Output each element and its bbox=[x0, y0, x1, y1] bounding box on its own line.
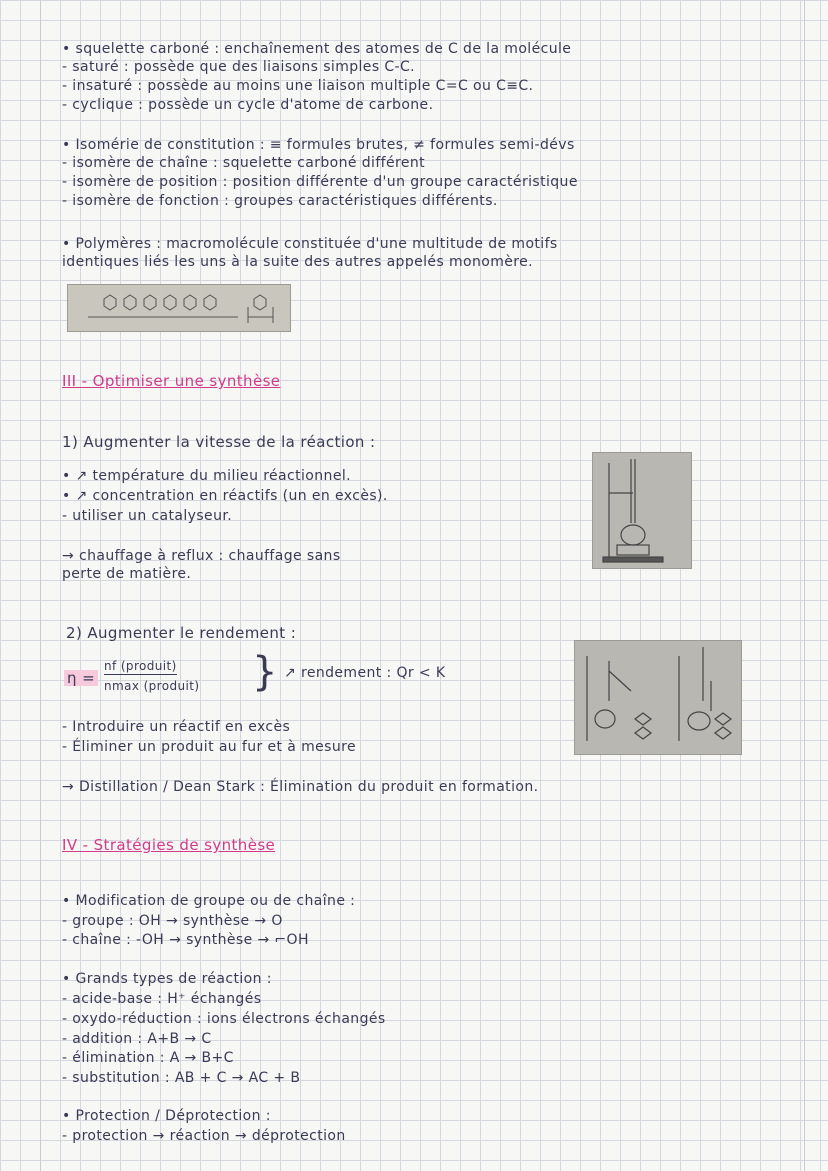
text-rendement: ↗ rendement : Qr < K bbox=[284, 665, 446, 681]
text-addition: - addition : A+B → C bbox=[62, 1031, 212, 1047]
text-grands-types: • Grands types de réaction : bbox=[62, 971, 272, 987]
text-isomere-fonction: - isomère de fonction : groupes caractéristiques différents. bbox=[62, 193, 498, 209]
text-distillation: → Distillation / Dean Stark : Élimination du produit en formation. bbox=[62, 779, 539, 795]
subsection-2-title: 2) Augmenter le rendement : bbox=[66, 624, 297, 642]
text-substitution: - substitution : AB + C → AC + B bbox=[62, 1070, 301, 1086]
text-protection-title: • Protection / Déprotection : bbox=[62, 1108, 271, 1124]
text-acide-base: - acide-base : H⁺ échangés bbox=[62, 991, 262, 1007]
left-margin-line bbox=[40, 0, 41, 1171]
text-chauffage-reflux: → chauffage à reflux : chauffage sans bbox=[62, 548, 341, 564]
right-margin-line bbox=[804, 0, 805, 1171]
text-oxydo-reduction: - oxydo-réduction : ions électrons échangés bbox=[62, 1011, 386, 1027]
text-chaine: - chaîne : -OH → synthèse → ⌐OH bbox=[62, 932, 309, 948]
text-isomere-chaine: - isomère de chaîne : squelette carboné différent bbox=[62, 155, 426, 171]
text-isomere-position: - isomère de position : position différente d'un groupe caractéristique bbox=[62, 174, 578, 190]
text-polymeres-2: identiques liés les uns à la suite des autres appelés monomère. bbox=[62, 254, 533, 270]
text-elimination: - élimination : A → B+C bbox=[62, 1050, 234, 1066]
text-eliminer-produit: - Éliminer un produit au fur et à mesure bbox=[62, 739, 357, 755]
text-reactif-exces: - Introduire un réactif en excès bbox=[62, 719, 291, 735]
text-frac-num: nf (produit) bbox=[104, 659, 177, 673]
polymer-structure-image bbox=[67, 284, 291, 332]
text-eta: η = bbox=[64, 670, 98, 686]
distillation-apparatus-image bbox=[574, 640, 742, 755]
text-temperature: • ↗ température du milieu réactionnel. bbox=[62, 468, 351, 484]
section-iv-title: IV - Stratégies de synthèse bbox=[62, 836, 276, 854]
text-sature: - saturé : possède que des liaisons simples C-C. bbox=[62, 59, 416, 75]
text-concentration: • ↗ concentration en réactifs (un en excès). bbox=[62, 488, 388, 504]
text-polymeres: • Polymères : macromolécule constituée d'une multitude de motifs bbox=[62, 236, 558, 252]
text-perte-matiere: perte de matière. bbox=[62, 566, 192, 582]
text-insature: - insaturé : possède au moins une liaison multiple C=C ou C≡C. bbox=[62, 78, 534, 94]
subsection-1-title: 1) Augmenter la vitesse de la réaction : bbox=[62, 433, 376, 451]
text-squelette: • squelette carboné : enchaînement des atomes de C de la molécule bbox=[62, 41, 572, 57]
text-protection-steps: - protection → réaction → déprotection bbox=[62, 1128, 346, 1144]
reflux-apparatus-image bbox=[592, 452, 692, 569]
text-isomerie: • Isomérie de constitution : ≡ formules brutes, ≠ formules semi-dévs bbox=[62, 137, 575, 153]
curly-bracket: } bbox=[252, 649, 278, 695]
section-iii-title: III - Optimiser une synthèse bbox=[62, 372, 281, 390]
text-frac-den: nmax (produit) bbox=[104, 679, 200, 693]
text-groupe: - groupe : OH → synthèse → O bbox=[62, 913, 283, 929]
text-modification: • Modification de groupe ou de chaîne : bbox=[62, 893, 356, 909]
text-cyclique: - cyclique : possède un cycle d'atome de carbone. bbox=[62, 97, 434, 113]
text-catalyseur: - utiliser un catalyseur. bbox=[62, 508, 233, 524]
